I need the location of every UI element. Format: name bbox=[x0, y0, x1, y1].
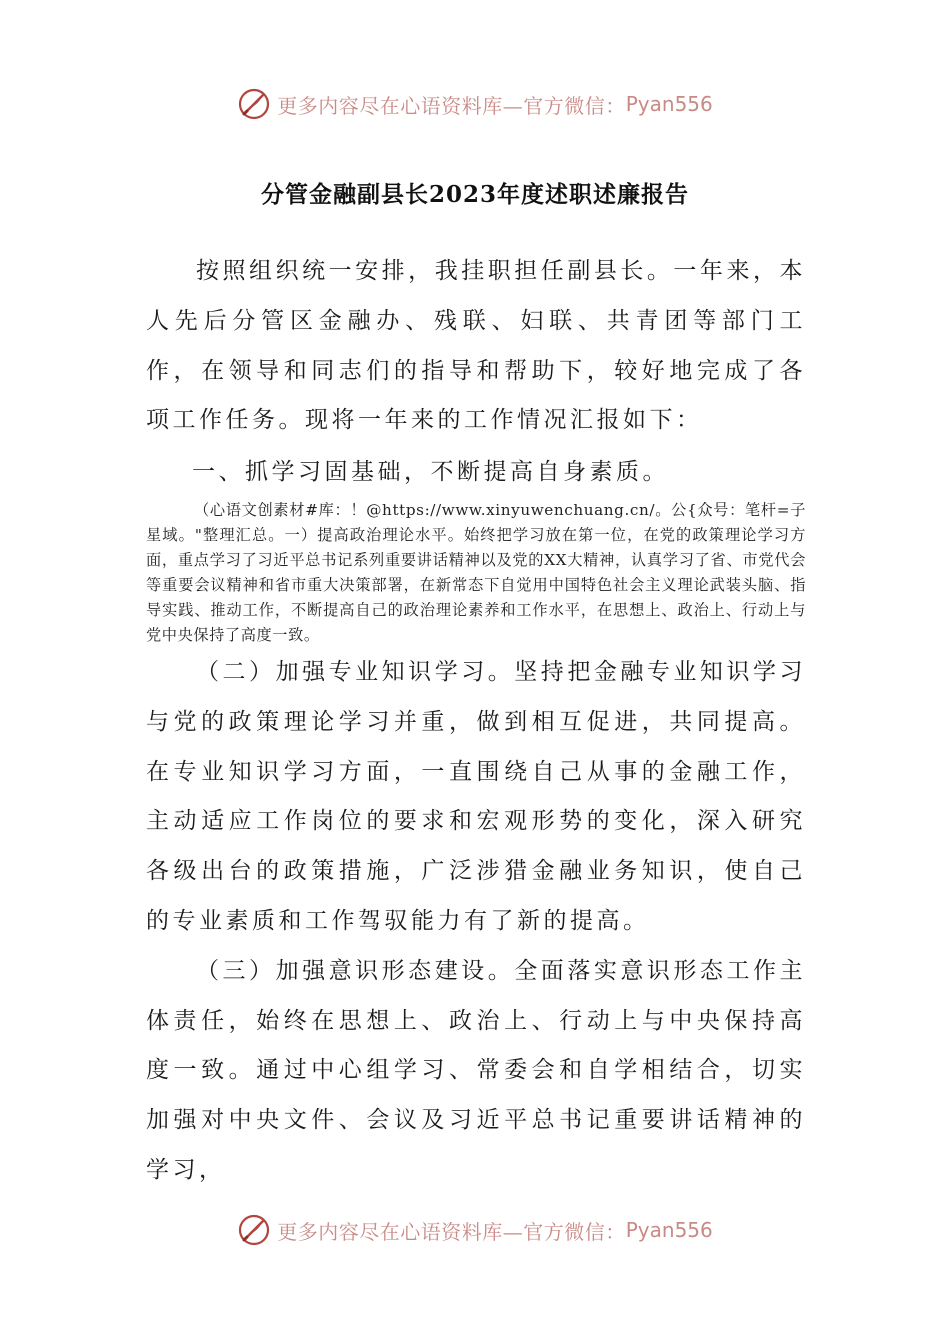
watermark-text: 更多内容尽在心语资料库—官方微信： bbox=[277, 93, 626, 118]
intro-paragraph: 按照组织统一安排，我挂职担任副县长。一年来，本人先后分管区金融办、残联、妇联、共青团等部门工作，在领导和同志们的指导和帮助下，较好地完成了各项工作任务。现将一年来的工作情况汇报如下： bbox=[146, 258, 806, 434]
watermark-text: 更多内容尽在心语资料库—官方微信： bbox=[277, 1219, 626, 1244]
document-body bbox=[146, 247, 806, 1196]
paragraph-2: （二）加强专业知识学习。坚持把金融专业知识学习与党的政策理论学习并重，做到相互促进，共同提高。在专业知识学习方面，一直围绕自己从事的金融工作，主动适应工作岗位的要求和宏观形势的变化，深入研究各级出台的政策措施，广泛涉猎金融业务知识，使自己的专业素质和工作驾驭能力有了新的提高。 bbox=[146, 658, 806, 934]
document-title: 分管金融副县长2023年度述职述廉报告 bbox=[260, 181, 689, 208]
watermark-contact: Pyan556 bbox=[625, 92, 713, 116]
quill-logo-icon bbox=[237, 87, 271, 121]
watermark-contact: Pyan556 bbox=[625, 1218, 713, 1242]
watermark-banner-bottom bbox=[0, 1210, 950, 1250]
quill-logo-icon bbox=[237, 1213, 271, 1247]
paragraph-3: （三）加强意识形态建设。全面落实意识形态工作主体责任，始终在思想上、政治上、行动上与中央保持高度一致。通过中心组学习、常委会和自学相结合，切实加强对中央文件、会议及习近平总书记重要讲话精神的学习， bbox=[146, 957, 806, 1183]
watermark-banner-top bbox=[0, 84, 950, 124]
section-heading-1: 一、抓学习固基础，不断提高自身素质。 bbox=[192, 459, 669, 486]
small-print-paragraph: （心语文创素材#库：！@https://www.xinyuwenchuang.cn/。公{众号：笔杆=子星域。"整理汇总。一）提高政治理论水平。始终把学习放在第一位，在党的政策理论学习方面，重点学习了习近平总书记系列重要讲话精神以及党的XX大精神，认真学习了省、市党代会等重要会议精神和省市重大决策部署，在新常态下自觉用中国特色社会主义理论武装头脑、指导实践、推动工作，不断提高自己的政治理论素养和工作水平，在思想上、政治上、行动上与党中央保持了高度一致。 bbox=[146, 500, 806, 644]
